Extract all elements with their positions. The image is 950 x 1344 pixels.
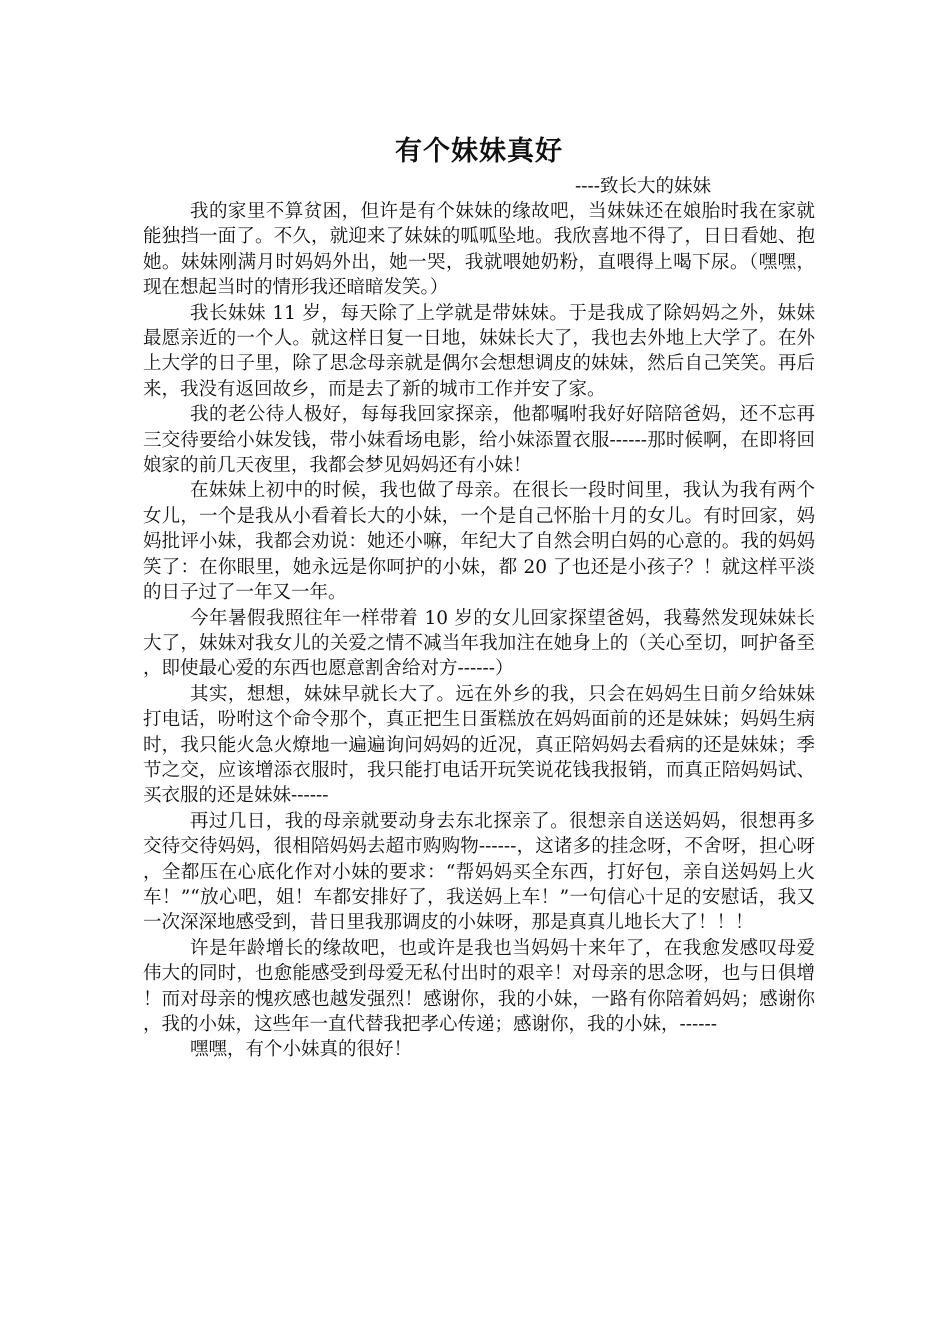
paragraph-5: 今年暑假我照往年一样带着 10 岁的女儿回家探望爸妈，我蓦然发现妹妹长大了，妹妹对我女儿的关爱之情不减当年我加注在她身上的（关心至切，呵护备至，即使最心爱的东西也愿意割舍给对方------） xyxy=(143,607,815,680)
document-body xyxy=(143,130,815,1063)
paragraph-2: 我长妹妹 11 岁，每天除了上学就是带妹妹。于是我成了除妈妈之外，妹妹最愿亲近的一个人。就这样日复一日地，妹妹长大了，我也去外地上大学了。在外上大学的日子里，除了思念母亲就是偶尔会想想调皮的妹妹，然后自己笑笑。再后来，我没有返回故乡，而是去了新的城市工作并安了家。 xyxy=(143,302,815,400)
paragraph-3: 我的老公待人极好，每每我回家探亲，他都嘱咐我好好陪陪爸妈，还不忘再三交待要给小妹发钱，带小妹看场电影，给小妹添置衣服------那时候啊，在即将回娘家的前几天夜里，我都会梦见妈妈还有小妹！ xyxy=(143,404,815,477)
paragraph-1: 我的家里不算贫困，但许是有个妹妹的缘故吧，当妹妹还在娘胎时我在家就能独挡一面了。不久，就迎来了妹妹的呱呱坠地。我欣喜地不得了，日日看她、抱她。妹妹刚满月时妈妈外出，她一哭，我就喂她奶粉，直喂得上喝下尿。（嘿嘿，现在想起当时的情形我还暗暗发笑。） xyxy=(143,201,815,299)
paragraph-7: 再过几日，我的母亲就要动身去东北探亲了。很想亲自送送妈妈，很想再多交待交待妈妈，很相陪妈妈去超市购购物------，这诸多的挂念呀，不舍呀，担心呀，全都压在心底化作对小妹的要求：“帮妈妈买全东西，打好包，亲自送妈妈上火车！”“放心吧，姐！车都安排好了，我送妈上车！”一句信心十足的安慰话，我又一次深深地感受到，昔日里我那调皮的小妹呀，那是真真儿地长大了！！！ xyxy=(143,810,815,934)
paragraph-8: 许是年龄增长的缘故吧，也或许是我也当妈妈十来年了，在我愈发感叹母爱伟大的同时，也愈能感受到母爱无私付出时的艰辛！对母亲的思念呀，也与日俱增！而对母亲的愧疚感也越发强烈！感谢你，我的小妹，一路有你陪着妈妈；感谢你，我的小妹，这些年一直代替我把孝心传递；感谢你，我的小妹，------ xyxy=(143,937,815,1035)
paragraph-6: 其实，想想，妹妹早就长大了。远在外乡的我，只会在妈妈生日前夕给妹妹打电话，吩咐这个命令那个，真正把生日蛋糕放在妈妈面前的还是妹妹；妈妈生病时，我只能火急火燎地一遍遍询问妈妈的近况，真正陪妈妈去看病的还是妹妹；季节之交，应该增添衣服时，我只能打电话开玩笑说花钱我报销，而真正陪妈妈试、买衣服的还是妹妹------ xyxy=(143,683,815,807)
paragraph-9: 嘿嘿，有个小妹真的很好！ xyxy=(190,1039,413,1061)
document-subtitle: ----致长大的妹妹 xyxy=(574,176,711,197)
paragraph-4: 在妹妹上初中的时候，我也做了母亲。在很长一段时间里，我认为我有两个女儿，一个是我从小看着长大的小妹，一个是自己怀胎十月的女儿。有时回家，妈妈批评小妹，我都会劝说：她还小嘛，年纪大了自然会明白妈的心意的。我的妈妈笑了：在你眼里，她永远是你呵护的小妹，都 20 了也还是小孩子？！就这样平淡的日子过了一年又一年。 xyxy=(143,480,815,604)
document-title: 有个妹妹真好 xyxy=(395,136,563,167)
